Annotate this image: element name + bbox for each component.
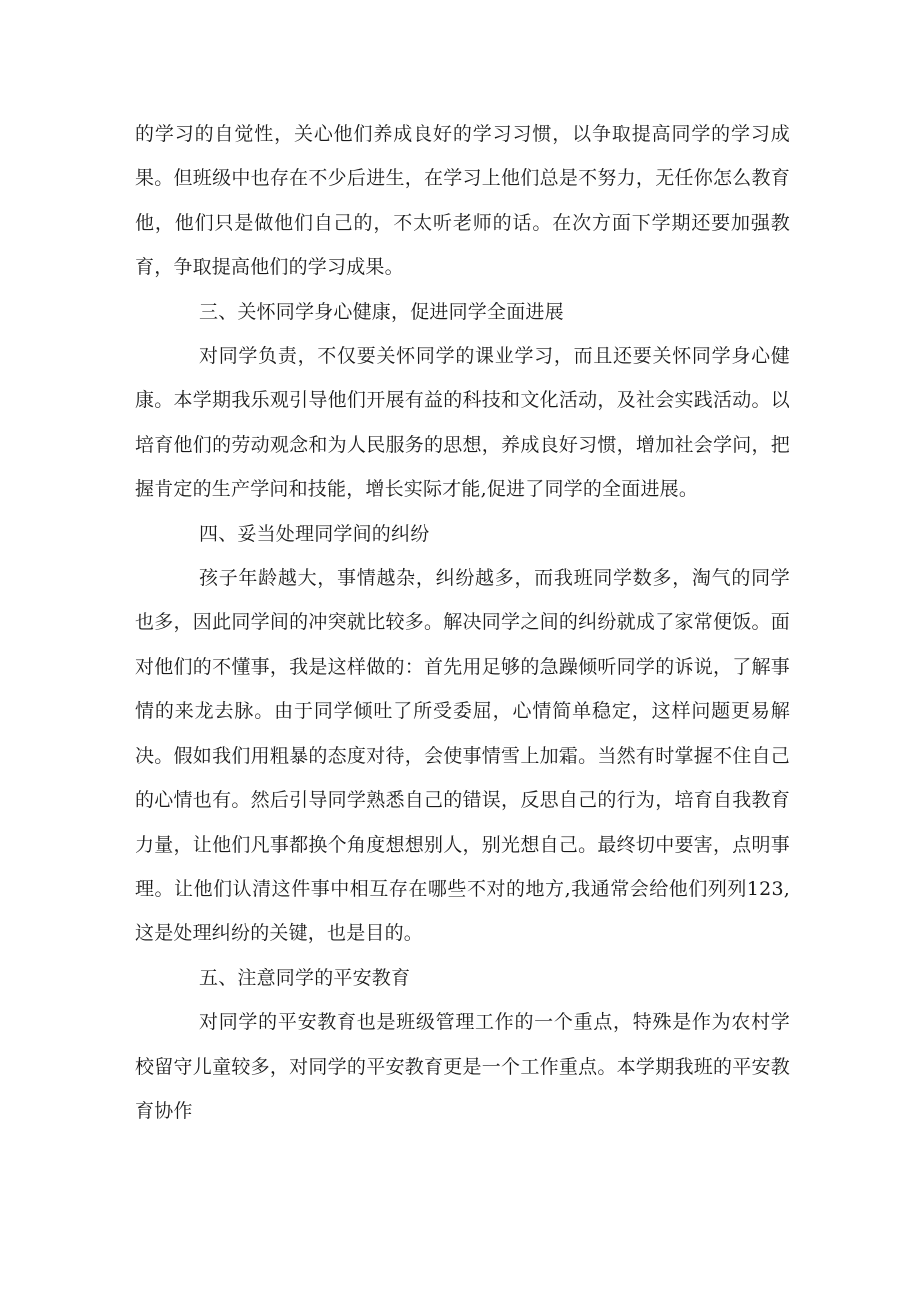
paragraph-health-development: 对同学负责，不仅要关怀同学的课业学习，而且还要关怀同学身心健康。本学期我乐观引导他们开展有益的科技和文化活动，及社会实践活动。以培育他们的劳动观念和为人民服务的思想，养成良好习惯，增加社会学问，把握肯定的生产学问和技能，增长实际才能,促进了同学的全面进展。 <box>135 345 790 501</box>
paragraph-dispute-handling: 孩子年龄越大，事情越杂，纠纷越多，而我班同学数多，淘气的同学也多，因此同学间的冲突就比较多。解决同学之间的纠纷就成了家常便饭。面对他们的不懂事，我是这样做的：首先用足够的急躁倾听同学的诉说，了解事情的来龙去脉。由于同学倾吐了所受委屈，心情简单稳定，这样问题更易解决。假如我们用粗暴的态度对待，会使事情雪上加霜。当然有时掌握不住自己的心情也有。然后引导同学熟悉自己的错误，反思自己的行为，培育自我教育力量，让他们凡事都换个角度想想别人，别光想自己。最终切中要害，点明事理。让他们认清这件事中相互存在哪些不对的地方,我通常会给他们列列123,这是处理纠纷的关键，也是目的。 <box>135 567 790 945</box>
section-heading-3: 三、关怀同学身心健康，促进同学全面进展 <box>199 300 564 323</box>
document-body <box>135 112 790 1133</box>
paragraph-safety-education: 对同学的平安教育也是班级管理工作的一个重点，特殊是作为农村学校留守儿童较多，对同学的平安教育更是一个工作重点。本学期我班的平安教育协作 <box>135 1011 790 1122</box>
paragraph-learning-results: 的学习的自觉性，关心他们养成良好的学习习惯，以争取提高同学的学习成果。但班级中也存在不少后进生，在学习上他们总是不努力，无任你怎么教育他，他们只是做他们自己的，不太听老师的话。在次方面下学期还要加强教育，争取提高他们的学习成果。 <box>135 123 790 279</box>
section-heading-5: 五、注意同学的平安教育 <box>199 966 411 989</box>
section-heading-4: 四、妥当处理同学间的纠纷 <box>199 522 430 545</box>
